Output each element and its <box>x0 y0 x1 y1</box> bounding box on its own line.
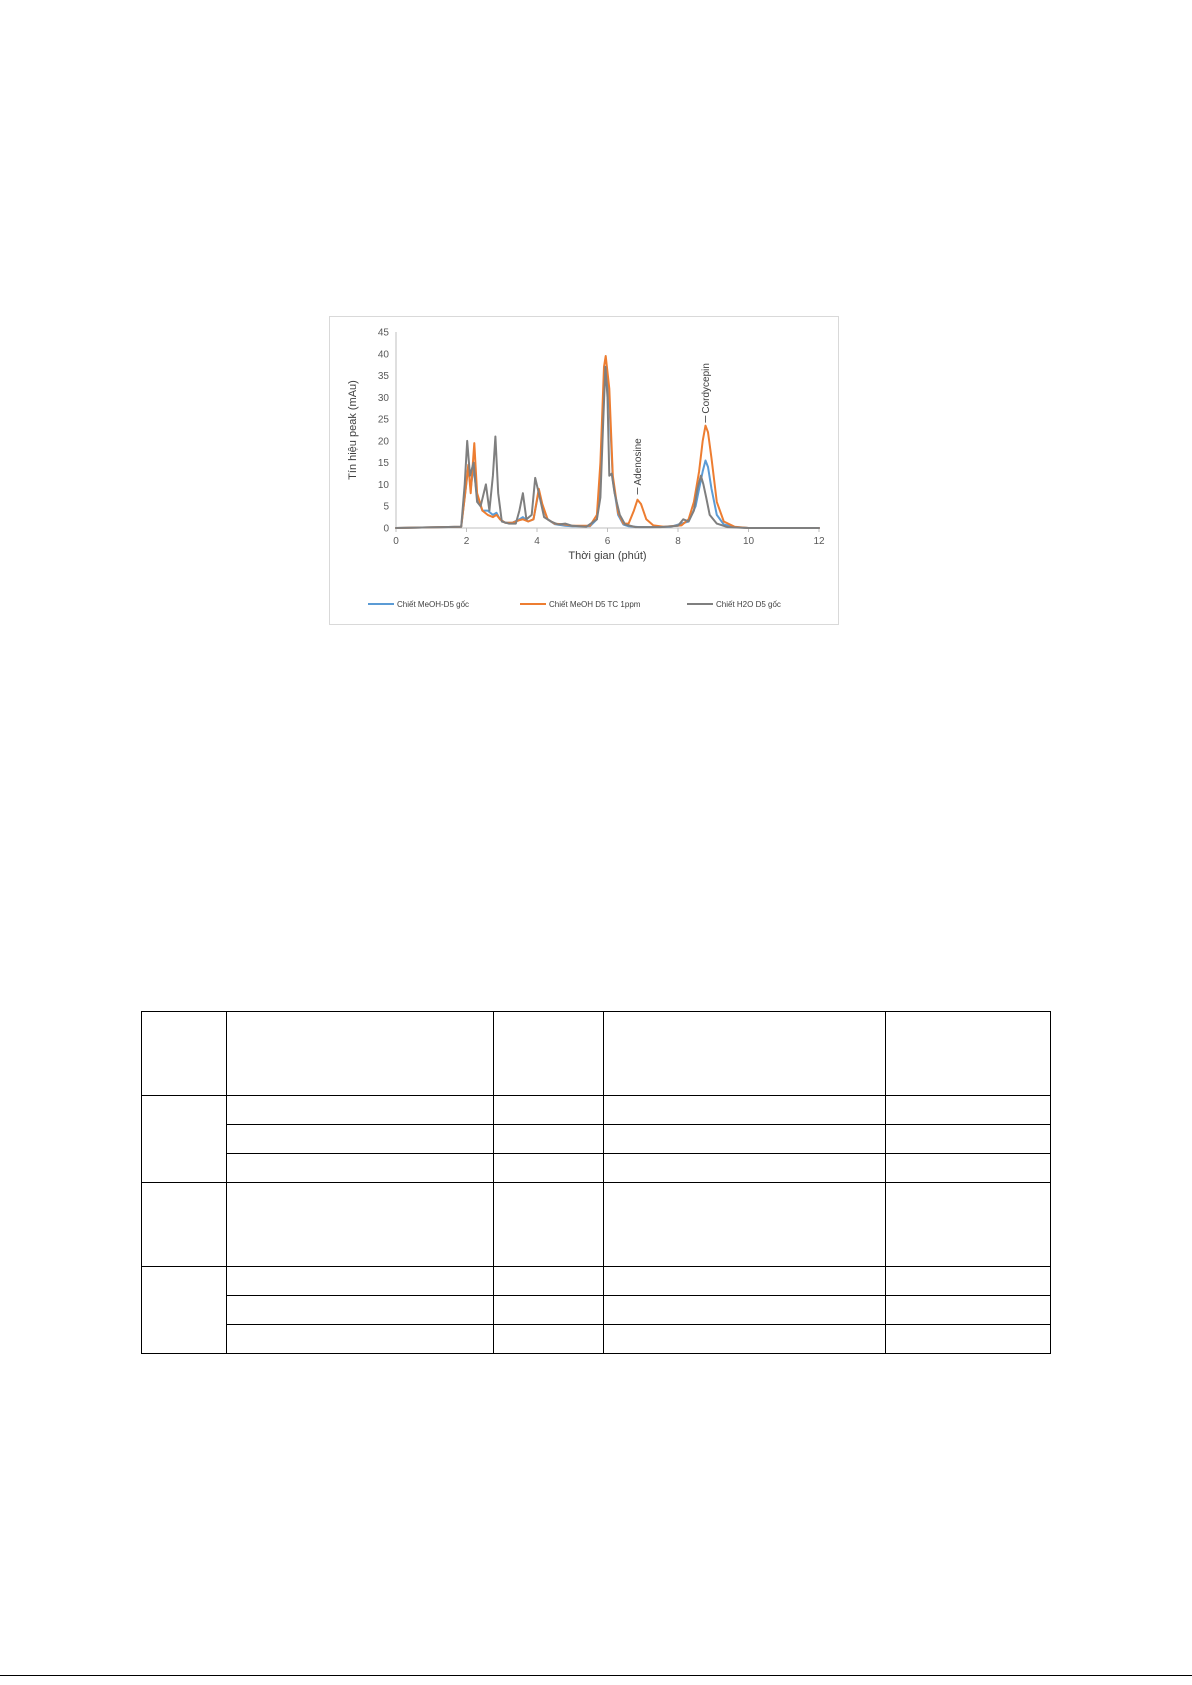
results-table <box>141 1011 1051 1354</box>
table-row <box>142 1325 1051 1354</box>
y-tick-label: 20 <box>377 436 389 448</box>
table-cell <box>227 1154 494 1183</box>
table-cell <box>227 1325 494 1354</box>
table-cell <box>604 1296 886 1325</box>
annotation-label-2: Cordycepin <box>700 363 712 414</box>
table-cell <box>494 1183 604 1267</box>
x-tick-label: 0 <box>393 536 399 547</box>
table-cell <box>604 1325 886 1354</box>
table-cell <box>886 1183 1051 1267</box>
table-cell <box>494 1154 604 1183</box>
table-cell <box>227 1012 494 1096</box>
table-cell <box>494 1296 604 1325</box>
x-tick-label: 6 <box>604 536 611 547</box>
table-cell <box>886 1154 1051 1183</box>
x-tick-label: 10 <box>742 536 755 547</box>
table-cell <box>886 1012 1051 1096</box>
legend-label-2: Chiết MeOH D5 TC 1ppm <box>549 600 641 609</box>
table-row <box>142 1125 1051 1154</box>
table-group-cell <box>142 1096 227 1183</box>
table-cell <box>886 1296 1051 1325</box>
chart-canvas <box>330 317 838 624</box>
table-cell <box>494 1096 604 1125</box>
table-cell <box>142 1012 227 1096</box>
table-cell <box>494 1125 604 1154</box>
table-cell <box>227 1267 494 1296</box>
legend-label-3: Chiết H2O D5 gốc <box>716 600 781 609</box>
x-tick-label: 8 <box>675 536 681 547</box>
y-tick-label: 35 <box>377 371 389 383</box>
x-axis-label: Thời gian (phút) <box>568 550 647 562</box>
x-tick-label: 4 <box>534 536 540 547</box>
table-row <box>142 1096 1051 1125</box>
chromatogram-chart <box>329 316 839 625</box>
y-tick-label: 45 <box>377 327 389 339</box>
annotation-label-1: Adenosine <box>632 438 644 486</box>
table-header-row <box>142 1012 1051 1096</box>
table-cell <box>227 1125 494 1154</box>
table-cell <box>227 1183 494 1267</box>
y-tick-label: 5 <box>383 501 389 513</box>
table-cell <box>604 1154 886 1183</box>
table-row <box>142 1267 1051 1296</box>
y-tick-label: 40 <box>377 349 389 361</box>
table-cell <box>494 1012 604 1096</box>
table-row <box>142 1154 1051 1183</box>
table-cell <box>142 1183 227 1267</box>
table-row <box>142 1296 1051 1325</box>
table-group-cell <box>142 1267 227 1354</box>
table-cell <box>886 1325 1051 1354</box>
y-tick-label: 30 <box>377 392 389 404</box>
table-cell <box>494 1267 604 1296</box>
table-cell <box>604 1267 886 1296</box>
table-cell <box>886 1096 1051 1125</box>
table-cell <box>604 1183 886 1267</box>
table-cell <box>604 1125 886 1154</box>
x-tick-label: 2 <box>463 536 470 547</box>
y-tick-label: 15 <box>377 458 389 470</box>
y-tick-label: 10 <box>377 479 389 491</box>
table-cell <box>604 1096 886 1125</box>
series-line-3 <box>396 367 819 528</box>
table-cell <box>886 1267 1051 1296</box>
y-tick-label: 0 <box>383 523 389 535</box>
x-tick-label: 12 <box>813 536 825 547</box>
legend-label-1: Chiết MeOH-D5 gốc <box>397 600 470 609</box>
table-cell <box>494 1325 604 1354</box>
y-tick-label: 25 <box>377 414 389 426</box>
y-axis-label: Tín hiệu peak (mAu) <box>347 380 359 480</box>
table-cell <box>886 1125 1051 1154</box>
table-row <box>142 1183 1051 1267</box>
table-cell <box>604 1012 886 1096</box>
table-cell <box>227 1296 494 1325</box>
table-cell <box>227 1096 494 1125</box>
page-bottom-rule <box>0 1675 1192 1676</box>
